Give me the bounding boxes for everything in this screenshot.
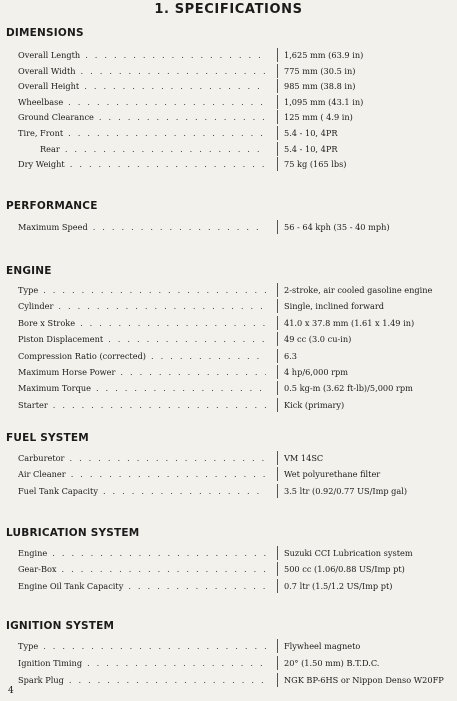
spec-label-wrap [18, 128, 266, 138]
spec-value: 4 hp/6,000 rpm [284, 367, 349, 377]
spec-row [0, 486, 457, 500]
spec-label: Engine Oil Tank Capacity [18, 580, 124, 591]
spec-row [0, 301, 457, 315]
leader-dots [71, 469, 266, 479]
spec-label: Spark Plug [18, 675, 64, 686]
leader-dots [81, 66, 266, 76]
spec-value: 49 cc (3.0 cu-in) [284, 334, 352, 345]
section-heading: DIMENSIONS [6, 27, 84, 39]
spec-label: Engine [18, 548, 48, 558]
spec-label: Ignition Timing [18, 658, 83, 669]
spec-value: 41.0 x 37.8 mm (1.61 x 1.49 in) [284, 317, 415, 328]
leader-dots [43, 285, 266, 295]
column-divider [277, 332, 278, 346]
spec-label-wrap [18, 351, 266, 361]
spec-label-wrap [18, 548, 266, 558]
spec-row [0, 400, 457, 414]
spec-value: 20° (1.50 mm) B.T.D.C. [284, 658, 380, 669]
column-divider [277, 467, 278, 481]
leader-dots [87, 658, 266, 668]
section-heading: PERFORMANCE [6, 200, 98, 212]
spec-row [0, 383, 457, 397]
spec-value: 2-stroke, air cooled gasoline engine [284, 285, 433, 295]
column-divider [277, 64, 278, 78]
spec-label-wrap [18, 81, 266, 91]
column-divider [277, 562, 278, 576]
section-heading: IGNITION SYSTEM [6, 620, 115, 632]
column-divider [277, 316, 278, 330]
spec-label-wrap [18, 50, 266, 60]
leader-dots [52, 548, 266, 558]
column-divider [277, 126, 278, 140]
leader-dots [85, 50, 266, 60]
spec-label-wrap [18, 564, 266, 574]
spec-row [0, 581, 457, 595]
spec-label: Overall Width [18, 65, 76, 76]
spec-value: Single, inclined forward [284, 301, 385, 312]
spec-label-wrap [18, 334, 266, 344]
spec-label: Carburetor [18, 453, 65, 463]
leader-dots [43, 641, 266, 651]
spec-value: 0.7 ltr (1.5/1.2 US/Imp pt) [284, 580, 393, 591]
spec-label: Type [18, 641, 39, 651]
spec-row [0, 453, 457, 467]
spec-label: Compression Ratio (corrected) [18, 350, 146, 361]
column-divider [277, 579, 278, 593]
spec-row [0, 318, 457, 332]
spec-row [0, 97, 457, 111]
spec-row [0, 334, 457, 348]
spec-label-wrap [18, 301, 266, 311]
leader-dots [53, 400, 266, 410]
spec-label-wrap [18, 486, 266, 496]
spec-value: Flywheel magneto [284, 641, 361, 651]
leader-dots [70, 159, 266, 169]
spec-label: Ground Clearance [18, 112, 94, 123]
spec-label-wrap [18, 144, 266, 154]
spec-label-wrap [18, 159, 266, 169]
spec-label-wrap [18, 112, 266, 122]
leader-dots [65, 144, 266, 154]
spec-row [0, 658, 457, 672]
column-divider [277, 157, 278, 171]
spec-label-wrap [18, 222, 266, 232]
spec-value: 75 kg (165 lbs) [284, 159, 347, 170]
column-divider [277, 451, 278, 465]
spec-label: Air Cleaner [18, 469, 66, 480]
spec-row [0, 112, 457, 126]
spec-value: 3.5 ltr (0.92/0.77 US/Imp gal) [284, 485, 408, 496]
spec-value: 985 mm (38.8 in) [284, 81, 356, 92]
spec-row [0, 564, 457, 578]
spec-label: Dry Weight [18, 159, 65, 170]
spec-label: Starter [18, 399, 48, 410]
column-divider [277, 639, 278, 653]
spec-row [0, 641, 457, 655]
spec-row [0, 675, 457, 689]
spec-label: Maximum Speed [18, 222, 88, 232]
spec-label: Gear-Box [18, 564, 57, 575]
column-divider [277, 283, 278, 297]
spec-label-wrap [18, 675, 266, 685]
spec-label: Tire, Front [18, 128, 64, 138]
spec-value: 775 mm (30.5 in) [284, 65, 356, 76]
leader-dots [80, 318, 266, 328]
spec-label: Bore x Stroke [18, 317, 76, 328]
spec-label-wrap [18, 658, 266, 668]
spec-value: 56 - 64 kph (35 - 40 mph) [284, 222, 390, 232]
column-divider [277, 656, 278, 670]
spec-row [0, 50, 457, 64]
spec-value: 1,095 mm (43.1 in) [284, 96, 364, 107]
spec-value: Wet polyurethane filter [284, 469, 381, 480]
leader-dots [58, 301, 266, 311]
spec-label-wrap [18, 581, 266, 591]
spec-value: NGK BP-6HS or Nippon Denso W20FP [284, 675, 444, 686]
spec-row [0, 144, 457, 158]
column-divider [277, 381, 278, 395]
spec-label-wrap [18, 285, 266, 295]
leader-dots [68, 97, 266, 107]
column-divider [277, 299, 278, 313]
spec-row [0, 367, 457, 381]
spec-label-wrap [18, 453, 266, 463]
column-divider [277, 673, 278, 687]
column-divider [277, 110, 278, 124]
leader-dots [120, 367, 266, 377]
spec-label-wrap [18, 400, 266, 410]
spec-label: Wheelbase [18, 96, 64, 107]
spec-value: 125 mm ( 4.9 in) [284, 112, 353, 123]
column-divider [277, 142, 278, 156]
section-heading: FUEL SYSTEM [6, 432, 89, 444]
spec-row [0, 128, 457, 142]
spec-value: Kick (primary) [284, 399, 345, 410]
leader-dots [84, 81, 266, 91]
spec-value: 0.5 kg-m (3.62 ft-lb)/5,000 rpm [284, 383, 413, 394]
section-heading: ENGINE [6, 265, 52, 277]
leader-dots [69, 453, 266, 463]
spec-row [0, 81, 457, 95]
spec-label-wrap [18, 367, 266, 377]
spec-value: 5.4 - 10, 4PR [284, 143, 338, 154]
spec-label: Fuel Tank Capacity [18, 485, 98, 496]
spec-row [0, 222, 457, 236]
column-divider [277, 79, 278, 93]
spec-label-wrap [18, 641, 266, 651]
spec-row [0, 548, 457, 562]
spec-row [0, 285, 457, 299]
spec-label: Maximum Horse Power [18, 367, 116, 377]
spec-label: Overall Height [18, 81, 80, 92]
page-title: 1. SPECIFICATIONS [154, 2, 303, 17]
section-heading: LUBRICATION SYSTEM [6, 527, 140, 539]
leader-dots [99, 112, 266, 122]
spec-label-wrap [18, 97, 266, 107]
spec-row [0, 66, 457, 80]
spec-label-wrap [18, 318, 266, 328]
spec-value: 6.3 [284, 350, 298, 361]
spec-value: 5.4 - 10, 4PR [284, 128, 338, 138]
leader-dots [128, 581, 266, 591]
spec-label: Piston Displacement [18, 334, 104, 345]
leader-dots [62, 564, 266, 574]
page-number: 4 [8, 686, 14, 696]
leader-dots [151, 351, 266, 361]
spec-label-wrap [18, 469, 266, 479]
spec-label-wrap [18, 383, 266, 393]
spec-label: Rear [40, 143, 60, 154]
spec-label: Cylinder [18, 301, 54, 312]
column-divider [277, 220, 278, 234]
spec-label: Type [18, 285, 39, 295]
column-divider [277, 484, 278, 498]
column-divider [277, 546, 278, 560]
spec-row [0, 159, 457, 173]
spec-label: Overall Length [18, 50, 81, 60]
spec-value: VM 14SC [284, 453, 324, 463]
column-divider [277, 95, 278, 109]
leader-dots [108, 334, 266, 344]
column-divider [277, 48, 278, 62]
leader-dots [103, 486, 266, 496]
column-divider [277, 349, 278, 363]
spec-row [0, 351, 457, 365]
leader-dots [68, 128, 266, 138]
column-divider [277, 365, 278, 379]
spec-value: Suzuki CCI Lubrication system [284, 548, 413, 558]
spec-row [0, 469, 457, 483]
leader-dots [69, 675, 266, 685]
column-divider [277, 398, 278, 412]
spec-label-wrap [18, 66, 266, 76]
leader-dots [96, 383, 266, 393]
spec-value: 1,625 mm (63.9 in) [284, 50, 364, 60]
spec-label: Maximum Torque [18, 383, 91, 394]
spec-value: 500 cc (1.06/0.88 US/Imp pt) [284, 564, 405, 575]
leader-dots [93, 222, 266, 232]
